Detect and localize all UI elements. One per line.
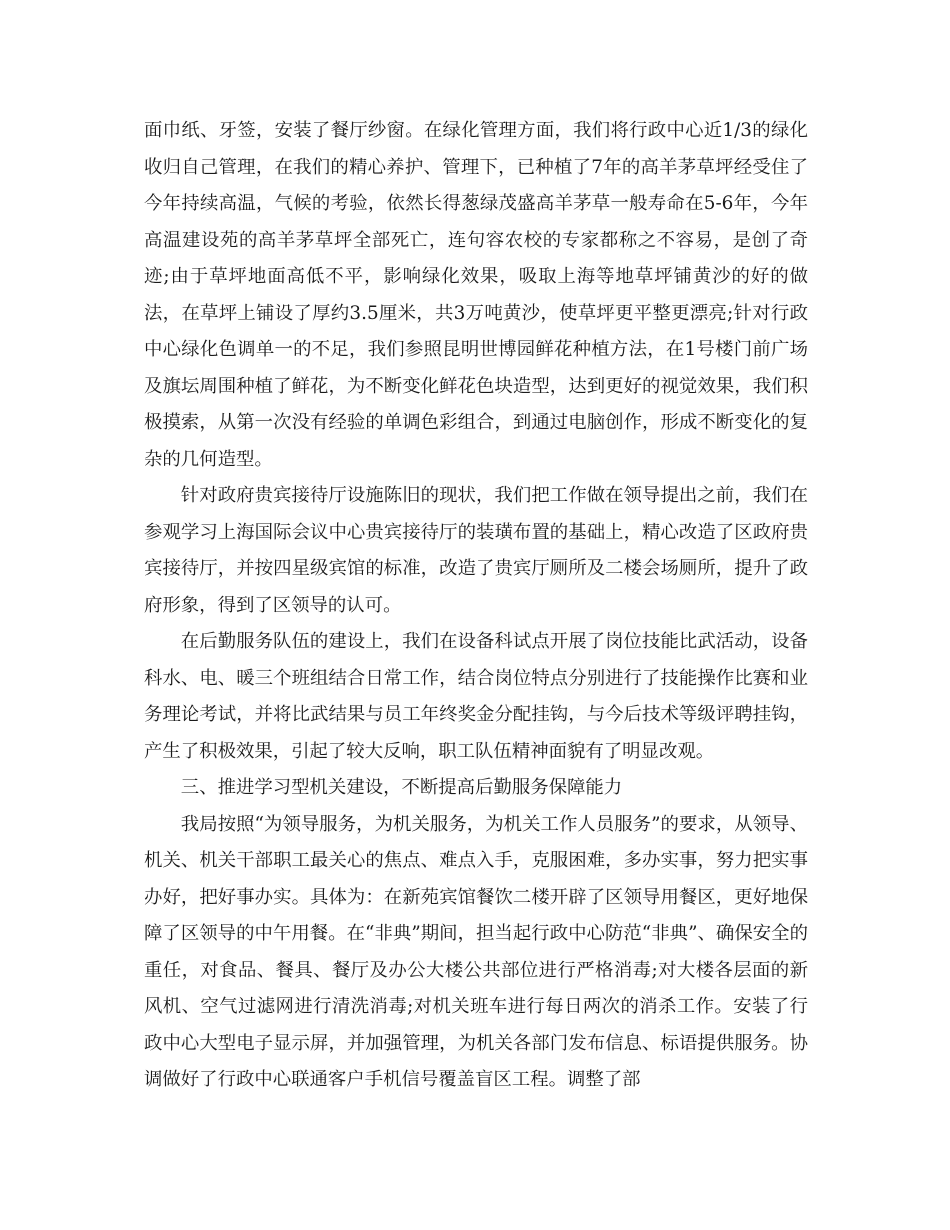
section-heading: 三、推进学习型机关建设，不断提高后勤服务保障能力 <box>180 777 623 798</box>
paragraph-reception-hall: 针对政府贵宾接待厅设施陈旧的现状，我们把工作做在领导提出之前，我们在参观学习上海国际会议中心贵宾接待厅的装璜布置的基础上，精心改造了区政府贵宾接待厅，并按四星级宾馆的标准，改造了贵宾厅厕所及二楼会场厕所，提升了政府形象，得到了区领导的认可。 <box>144 485 808 616</box>
document-body <box>144 113 808 1099</box>
paragraph-skills-contest: 在后勤服务队伍的建设上，我们在设备科试点开展了岗位技能比武活动，设备科水、电、暖三个班组结合日常工作，结合岗位特点分别进行了技能操作比赛和业务理论考试，并将比武结果与员工年终奖金分配挂钩，与今后技术等级评聘挂钩，产生了积极效果，引起了较大反响，职工队伍精神面貌有了明显改观。 <box>144 631 808 762</box>
paragraph-greening: 面巾纸、牙签，安装了餐厅纱窗。在绿化管理方面，我们将行政中心近1/3的绿化收归自己管理，在我们的精心养护、管理下，已种植了7年的高羊茅草坪经受住了今年持续高温，气候的考验，依然长得葱绿茂盛高羊茅草一般寿命在5-6年，今年高温建设苑的高羊茅草坪全部死亡，连句容农校的专家都称之不容易，是创了奇迹;由于草坪地面高低不平，影响绿化效果，吸取上海等地草坪铺黄沙的好的做法，在草坪上铺设了厚约3.5厘米，共3万吨黄沙，使草坪更平整更漂亮;针对行政中心绿化色调单一的不足，我们参照昆明世博园鲜花种植方法，在1号楼门前广场及旗坛周围种植了鲜花，为不断变化鲜花色块造型，达到更好的视觉效果，我们积极摸索，从第一次没有经验的单调色彩组合，到通过电脑创作，形成不断变化的复杂的几何造型。 <box>144 120 808 470</box>
paragraph-services: 我局按照“为领导服务，为机关服务，为机关工作人员服务”的要求，从领导、机关、机关干部职工最关心的焦点、难点入手，克服困难，多办实事，努力把实事办好，把好事办实。具体为：在新苑宾馆餐饮二楼开辟了区领导用餐区，更好地保障了区领导的中午用餐。在“非典”期间，担当起行政中心防范“非典”、确保安全的重任，对食品、餐具、餐厅及办公大楼公共部位进行严格消毒;对大楼各层面的新风机、空气过滤网进行清洗消毒;对机关班车进行每日两次的消杀工作。安装了行政中心大型电子显示屏，并加强管理，为机关各部门发布信息、标语提供服务。协调做好了行政中心联通客户手机信号覆盖盲区工程。调整了部 <box>144 813 808 1090</box>
